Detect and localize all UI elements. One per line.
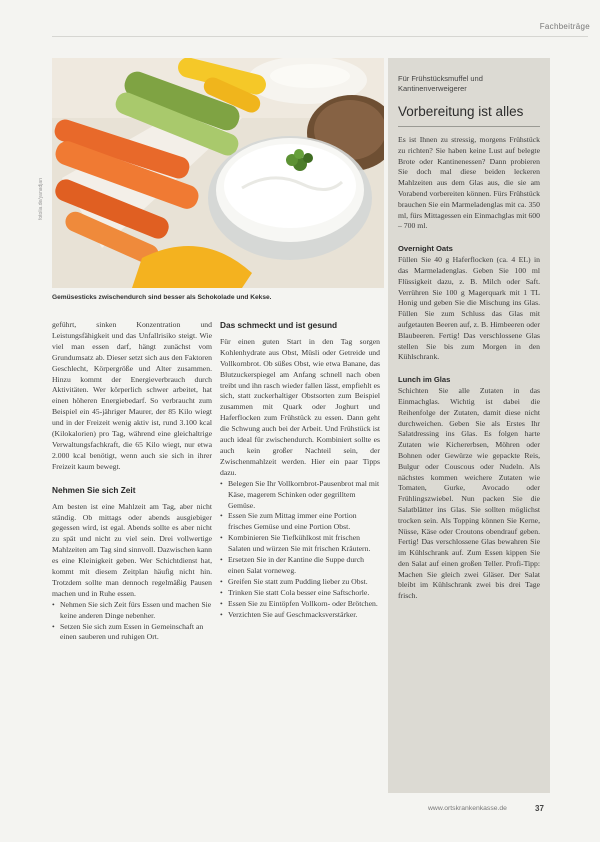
photo-caption: Gemüsesticks zwischendurch sind besser als Schokolade und Kekse. bbox=[52, 294, 272, 301]
column2-paragraph: Für einen guten Start in den Tag sorgen Kohlenhydrate aus Obst, Müsli oder Getreide und Vollkornbrot. Ob süßes Obst, wie etwa Banane, das Blutzuckerspiegel am Anfang schnell nach oben treibt und ihn rasch wieder fallen lässt, empfiehlt es sich, statt zuckerhaltiger Obstsorten zum Beispiel zusammen mit Quark oder Joghurt und Haferflocken zum Frühstück zu essen. Dann geht die Schwung auch bei der Arbeit. Und Frühstück ist auch ideal für zwischendurch. Kombiniert sollte es auch kein großer Nachteil sein, der Zwischenmahlzeit werden. Hier ein paar Tipps dazu. bbox=[220, 336, 380, 477]
article-column-2 bbox=[220, 320, 380, 620]
list-item bbox=[220, 588, 380, 599]
sidebar-heading-overnight-oats: Overnight Oats bbox=[398, 244, 453, 254]
list-item-text: Nehmen Sie sich Zeit fürs Essen und machen Sie keine anderen Dinge nebenher. bbox=[60, 599, 212, 620]
header-section-label: Fachbeiträge bbox=[539, 22, 590, 31]
list-item bbox=[220, 555, 380, 577]
list-item-text: Belegen Sie Ihr Vollkornbrot-Pausenbrot mal mit Käse, magerem Schinken oder gegrilltem Gemüse. bbox=[228, 478, 380, 510]
vegetable-sticks-photo bbox=[52, 58, 384, 288]
list-item bbox=[220, 479, 380, 512]
sidebar-heading-lunch: Lunch im Glas bbox=[398, 375, 451, 385]
list-item bbox=[220, 533, 380, 555]
list-item bbox=[220, 610, 380, 621]
bullet-icon: • bbox=[52, 599, 55, 609]
sidebar-divider bbox=[398, 126, 540, 127]
sidebar-text-lunch: Schichten Sie alle Zutaten in das Einmachglas. Wichtig ist dabei die Reihenfolge der Zutaten, damit diese nicht durchweichen. Geben Sie als Erstes Ihr Salatdressing ins Glas. Es folgen harte Zutaten wie Kichererbsen, Möhren oder Bohnen oder Gewürze wie gepackte Reis, Bulgur oder Couscous oder Nudeln. Als nächstes kommen weichere Zutaten wie Tomaten, Gurke, Avocado oder Frühlingszwiebel. Nun packen Sie die Salatblätter ins Glas. Sie sollten möglichst trocken sein. Als Topping können Sie Kerne, Nüsse, Käse oder Croutons obendrauf geben. Fertig! Das verschlossene Glas bewahren Sie im Kühlschrank auf. Zum Essen kippen Sie den Salat auf einen großen Teller. Profi-Tipp: Machen Sie gleich zwei Gläser. Der Salat bleibt im Kühlschrank zwei bis drei Tage frisch. bbox=[398, 386, 540, 601]
photo-credit: fotolia.de/yanadjan bbox=[38, 178, 44, 220]
article-column-1 bbox=[52, 320, 212, 643]
list-item-text: Greifen Sie statt zum Pudding lieber zu Obst. bbox=[228, 576, 368, 586]
list-item-text: Ersetzen Sie in der Kantine die Suppe durch einen Salat vorneweg. bbox=[228, 555, 364, 575]
list-item-text: Trinken Sie statt Cola besser eine Saftschorle. bbox=[228, 587, 370, 597]
sidebar-kicker-line-2: Kantinenverweigerer bbox=[398, 84, 467, 93]
list-item-text: Kombinieren Sie Tiefkühlkost mit frischen Salaten und würzen Sie mit frischen Kräutern. bbox=[228, 533, 371, 554]
list-item bbox=[220, 577, 380, 588]
list-item bbox=[220, 511, 380, 533]
bullet-icon: • bbox=[220, 478, 223, 488]
list-item bbox=[52, 600, 212, 622]
column2-heading: Das schmeckt und ist gesund bbox=[220, 320, 338, 330]
sidebar-title: Vorbereitung ist alles bbox=[398, 104, 524, 119]
header-rule bbox=[52, 36, 588, 37]
sidebar-kicker-line-1: Für Frühstücksmuffel und bbox=[398, 74, 483, 83]
column1-heading: Nehmen Sie sich Zeit bbox=[52, 484, 136, 495]
bullet-icon: • bbox=[220, 609, 223, 619]
list-item bbox=[220, 599, 380, 610]
bullet-icon: • bbox=[220, 598, 223, 608]
list-item-text: Essen Sie zu Eintöpfen Vollkorn- oder Brötchen. bbox=[228, 598, 378, 608]
column2-bullet-list bbox=[220, 479, 380, 621]
sidebar-box bbox=[388, 58, 550, 793]
bullet-icon: • bbox=[52, 621, 55, 631]
photo-illustration bbox=[52, 58, 384, 288]
footer-website: www.ortskrankenkasse.de bbox=[428, 805, 507, 812]
list-item-text: Setzen Sie sich zum Essen in Gemeinschaft an einen sauberen und ruhigen Ort. bbox=[60, 621, 204, 642]
bullet-icon: • bbox=[220, 587, 223, 597]
column1-paragraph-2: Am besten ist eine Mahlzeit am Tag, aber nicht ständig. Ob mittags oder abends ausgiebiger gegessen wird, ist egal. Abends sollte es aber nicht zu spät und nicht zu viel sein. Drei vollwertige Mahlzeiten am Tag sind sinnvoll. Dazwischen kann es eine Kleinigkeit geben. Wer Schichtdienst hat, kommt mit diesem Zeitplan häufig nicht hin. Trotzdem sollte man dennoch regelmäßig Pausen machen und in Ruhe essen. bbox=[52, 501, 212, 598]
bullet-icon: • bbox=[220, 533, 223, 543]
column1-paragraph-1: geführt, sinken Konzentration und Leistungsfähigkeit und das Unfallrisiko steigt. Wie viel man essen darf, hängt zunächst vom Grundumsatz ab. Dieser setzt sich aus den Faktoren Geschlecht, Körpergröße und Alter zusammen. Hinzu kommt der Energieverbrauch durch Aktivitäten. Wer körperlich schwer arbeitet, hat einen höheren Energiebedarf. So verbraucht zum Beispiel ein 45-jähriger Maurer, der 85 Kilo wiegt und in der Freizeit wenig aktiv ist, rund 3.100 kcal (Kilokalorien) pro Tag, während eine gleichaltrige Verwaltungsfachkraft, die 65 Kilo wiegt, nur etwa 2.000 kcal benötigt, wenn auch sie sich in ihrer Freizeit kaum bewegt. bbox=[52, 320, 212, 471]
sidebar-text-overnight-oats: Füllen Sie 40 g Haferflocken (ca. 4 EL) in das Marmeladenglas. Geben Sie 100 ml Flüssigkeit dazu, z. B. Milch oder Saft. Verrühren Sie 100 g Magerquark mit 1 TL Honig und geben Sie die Mischung ins Glas. Füllen Sie zum Schluss das Glas mit aufgetauten Beeren auf, z. B. Himbeeren oder Blaubeeren. Fertig! Das verschlossene Glas stellen Sie bis zum Morgen in den Kühlschrank. bbox=[398, 255, 540, 362]
bullet-icon: • bbox=[220, 555, 223, 565]
column1-bullet-list bbox=[52, 600, 212, 644]
list-item-text: Essen Sie zum Mittag immer eine Portion frisches Gemüse und eine Portion Obst. bbox=[228, 511, 357, 532]
sidebar-kicker bbox=[398, 74, 540, 94]
list-item-text: Verzichten Sie auf Geschmacksverstärker. bbox=[228, 609, 358, 619]
bullet-icon: • bbox=[220, 576, 223, 586]
bullet-icon: • bbox=[220, 511, 223, 521]
sidebar-intro: Es ist Ihnen zu stressig, morgens Frühstück zu richten? Sie haben keine Lust auf belegte Brote oder Kantinenessen? Dann probieren Sie doch mal diese beiden leckeren Mahlzeiten aus dem Glas aus, die sie am Vorabend vorbereiten können. Fürs Frühstück brauchen Sie ein Marmeladenglas mit ca. 350 ml, fürs Mittagessen ein Einmachglas mit 600 – 700 ml. bbox=[398, 135, 540, 231]
page-number: 37 bbox=[535, 804, 544, 813]
list-item bbox=[52, 622, 212, 644]
